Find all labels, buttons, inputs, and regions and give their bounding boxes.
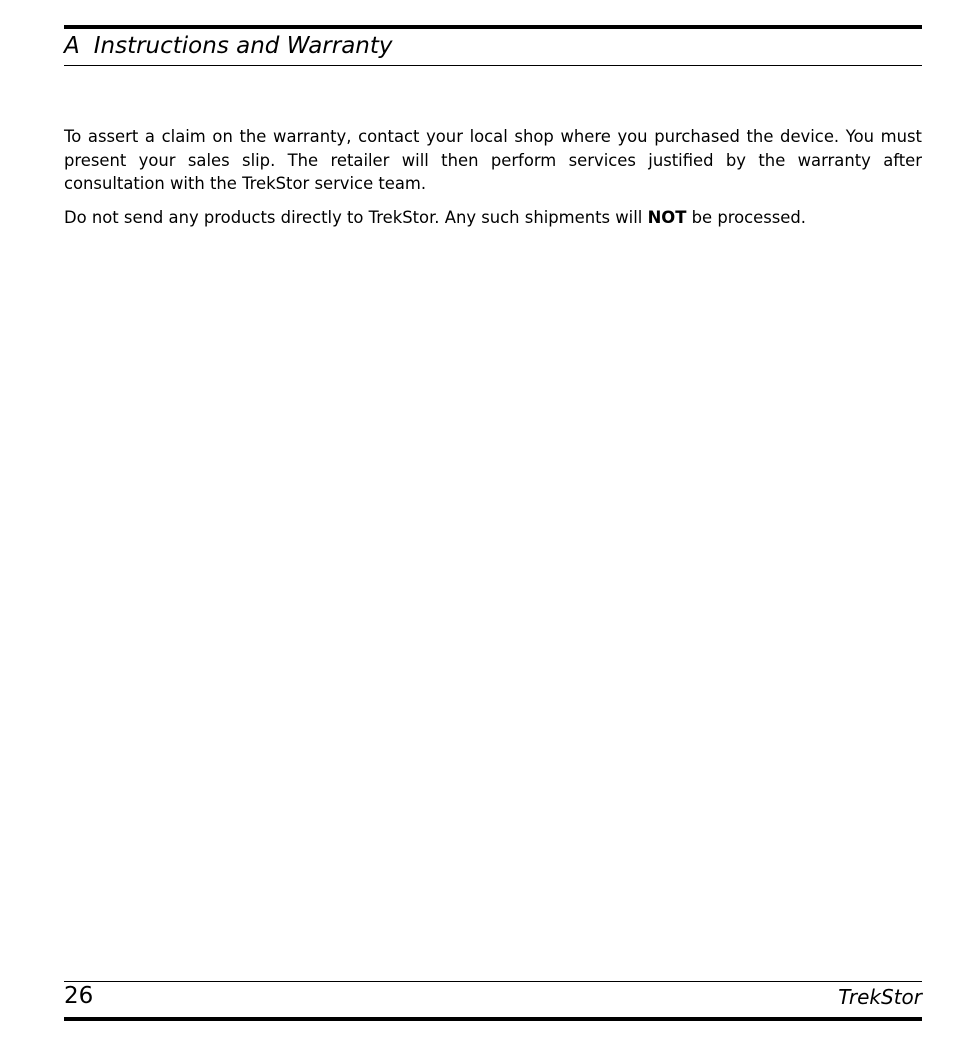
warranty-claim-paragraph: To assert a claim on the warranty, contact your local shop where you purchased the device. You must present your sales slip. The retailer will then perform services justified by the warranty after consultation with the TrekStor service team. — [64, 127, 922, 193]
page-body — [64, 125, 922, 239]
page-number: 26 — [64, 983, 94, 1009]
header-rule — [64, 65, 922, 66]
chapter-heading — [64, 31, 393, 61]
footer-rule — [64, 981, 922, 982]
footer-bottom-rule — [64, 1017, 922, 1021]
shipping-notice-text: Do not send any products directly to TrekStor. Any such shipments will — [64, 207, 648, 227]
chapter-title: Instructions and Warranty — [93, 33, 393, 59]
shipping-notice-emphasis: NOT — [647, 207, 687, 227]
footer-brand: TrekStor — [838, 985, 922, 1009]
header-top-rule — [64, 25, 922, 29]
shipping-notice-text-end: be processed. — [686, 207, 806, 227]
chapter-letter: A — [64, 33, 80, 59]
shipping-notice-paragraph — [64, 206, 922, 230]
